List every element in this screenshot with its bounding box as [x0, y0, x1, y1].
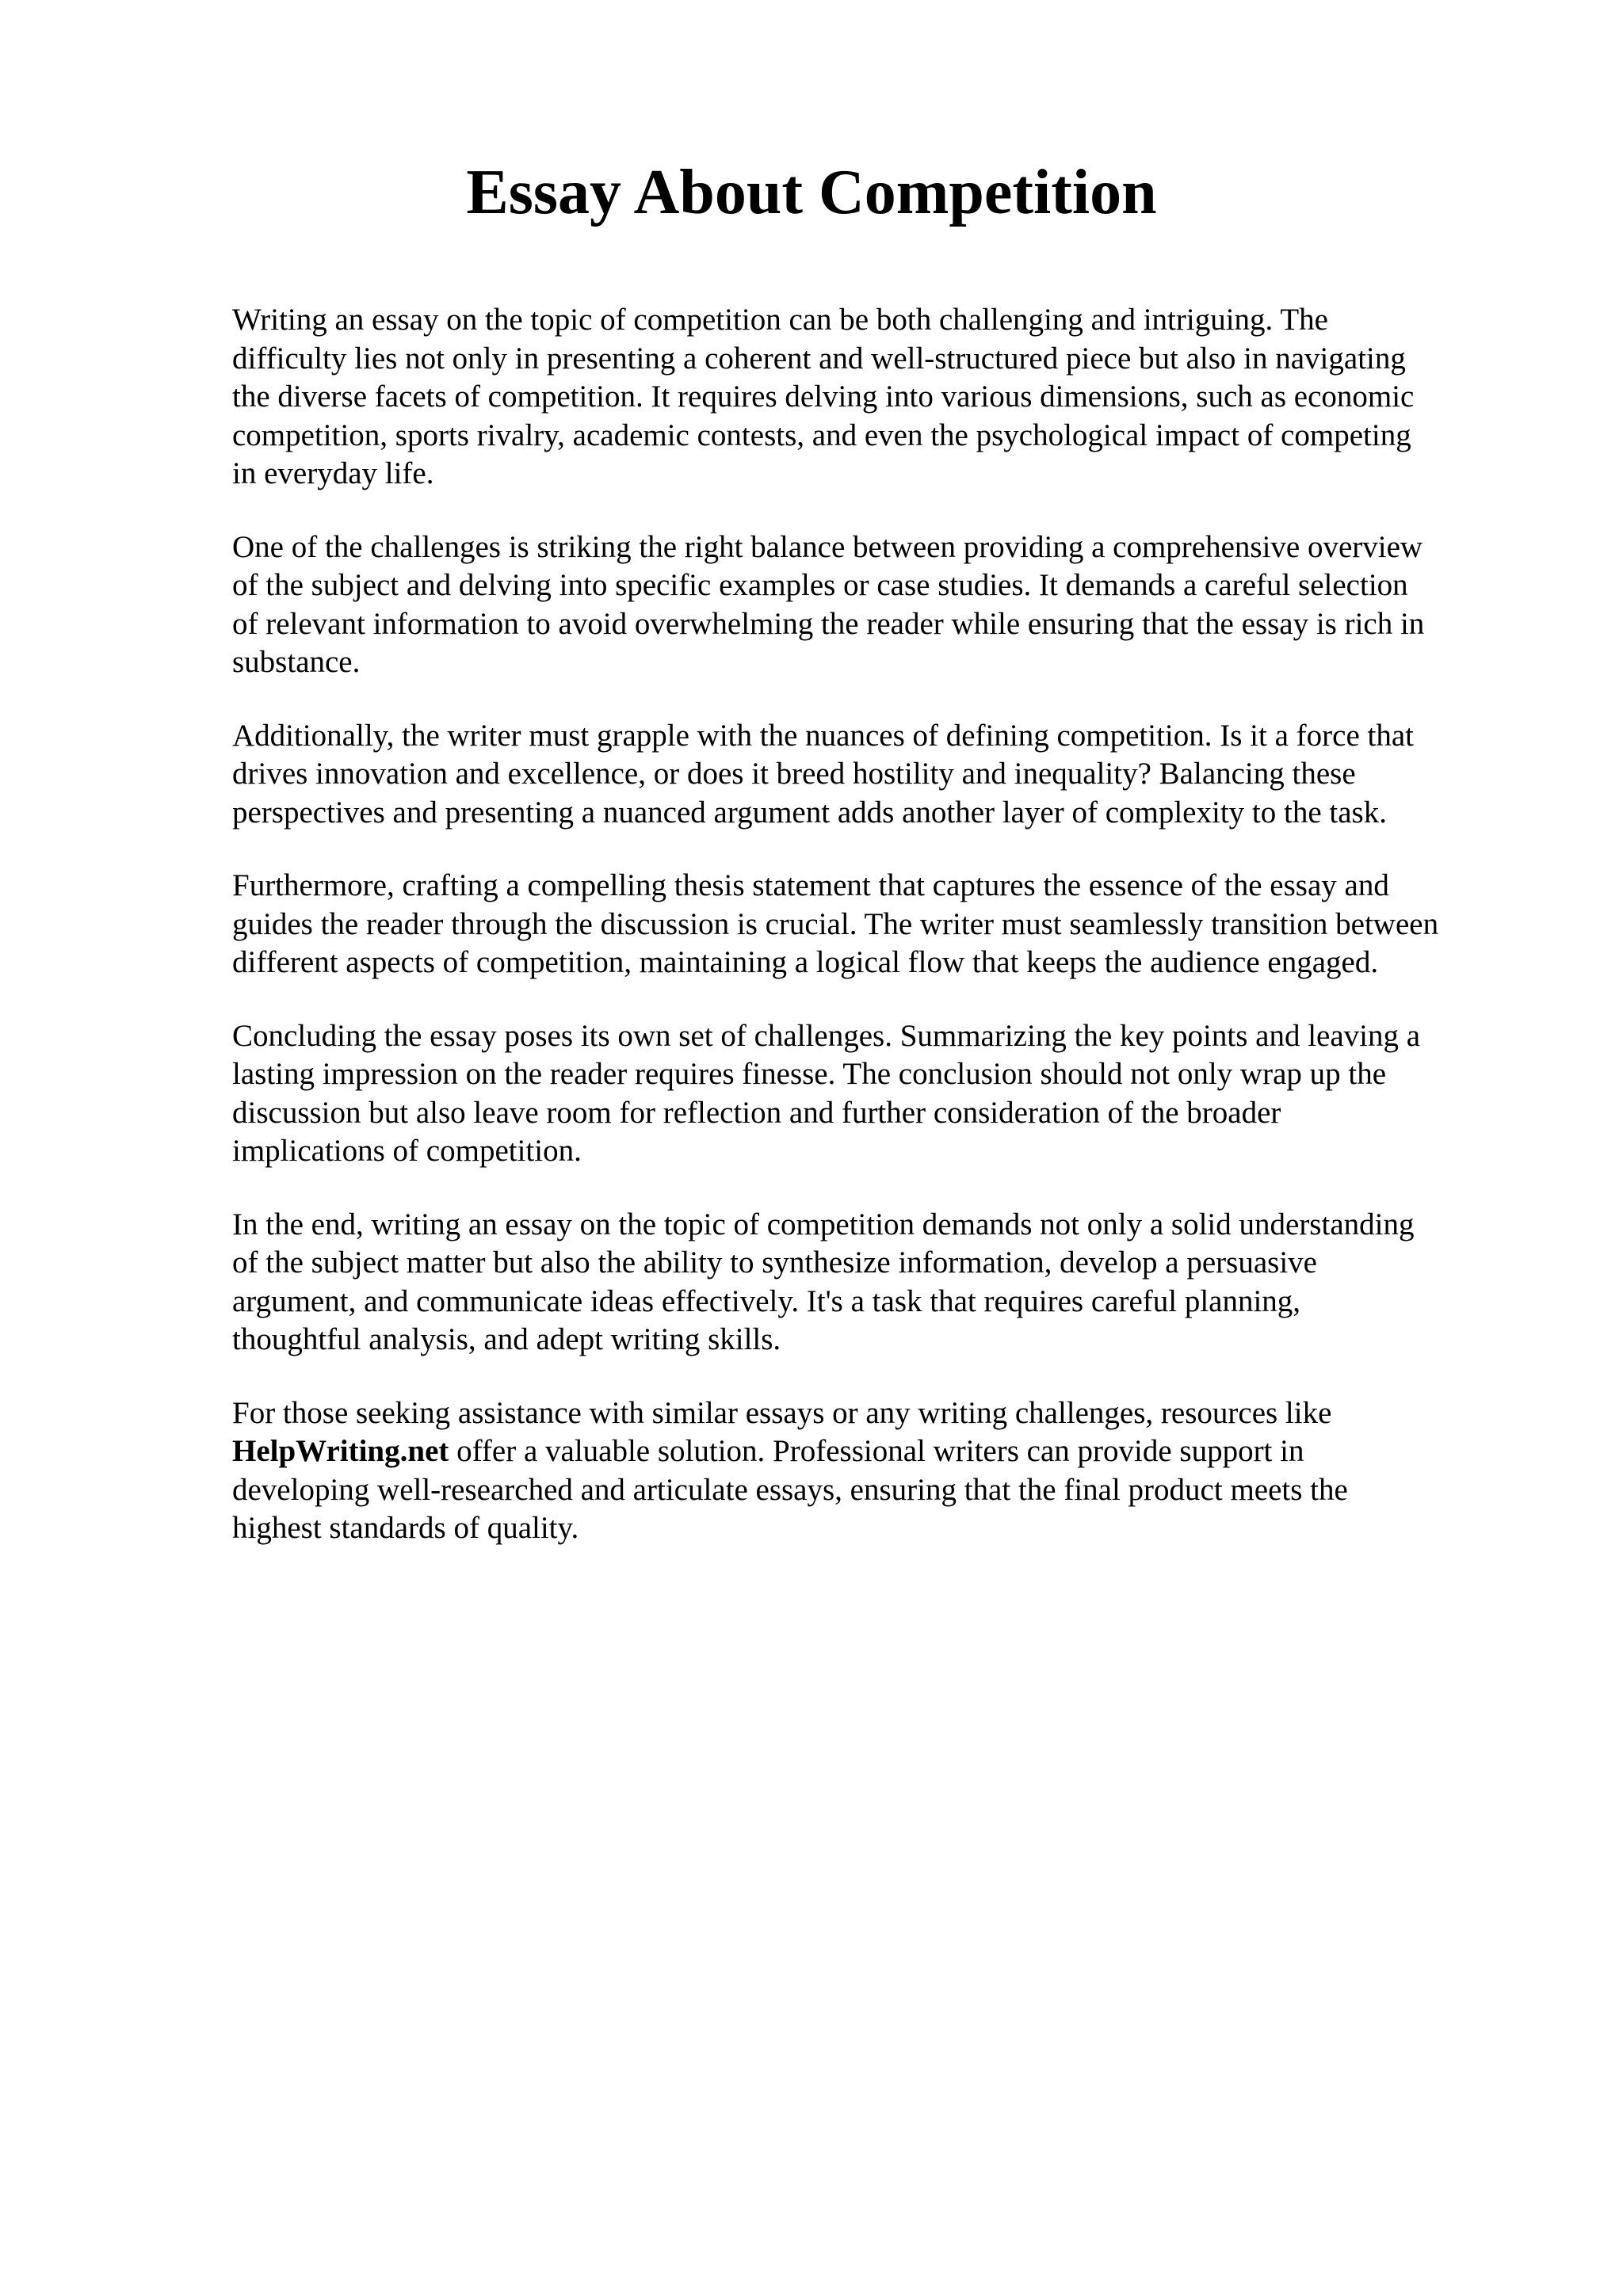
paragraph-line: thoughtful analysis, and adept writing skills.	[232, 1322, 781, 1356]
paragraph-line: the diverse facets of competition. It requires delving into various dimensions, such as economic	[232, 379, 1415, 414]
paragraph-line: different aspects of competition, maintaining a logical flow that keeps the audience engaged.	[232, 945, 1379, 979]
paragraph-line: of the subject matter but also the ability to synthesize information, develop a persuasive	[232, 1245, 1317, 1280]
paragraph-line: lasting impression on the reader requires finesse. The conclusion should not only wrap up the	[232, 1057, 1387, 1091]
body-paragraph	[232, 301, 1532, 494]
body-paragraph	[232, 1206, 1532, 1360]
paragraph-line: discussion but also leave room for reflection and further consideration of the broader	[232, 1095, 1281, 1130]
body-paragraph	[232, 867, 1532, 982]
paragraph-line: argument, and communicate ideas effectively. It's a task that requires careful planning,	[232, 1283, 1301, 1318]
paragraph-line: of relevant information to avoid overwhelming the reader while ensuring that the essay is rich in	[232, 606, 1425, 641]
paragraph-line: substance.	[232, 645, 361, 679]
body-paragraph	[232, 528, 1532, 682]
paragraph-line: Additionally, the writer must grapple with the nuances of defining competition. Is it a force that	[232, 718, 1414, 753]
paragraph-line: In the end, writing an essay on the topic of competition demands not only a solid understanding	[232, 1207, 1415, 1241]
paragraph-line: of the subject and delving into specific examples or case studies. It demands a careful selection	[232, 568, 1408, 602]
document-body	[232, 301, 1532, 1583]
paragraph-line: in everyday life.	[232, 456, 434, 490]
paragraph-line: perspectives and presenting a nuanced argument adds another layer of complexity to the task.	[232, 795, 1387, 830]
paragraph-line: highest standards of quality.	[232, 1511, 579, 1545]
paragraph-line: Furthermore, crafting a compelling thesis statement that captures the essence of the essay and	[232, 868, 1389, 902]
paragraph-line: guides the reader through the discussion is crucial. The writer must seamlessly transition between	[232, 906, 1439, 941]
brand-name: HelpWriting.net	[232, 1434, 449, 1468]
paragraph-line: competition, sports rivalry, academic contests, and even the psychological impact of competing	[232, 418, 1411, 452]
paragraph-line: Concluding the essay poses its own set of challenges. Summarizing the key points and leaving a	[232, 1018, 1421, 1053]
paragraph-line: Writing an essay on the topic of competition can be both challenging and intriguing. The	[232, 303, 1328, 337]
paragraph-line: drives innovation and excellence, or does it breed hostility and inequality? Balancing these	[232, 757, 1356, 791]
paragraph-line: implications of competition.	[232, 1134, 582, 1168]
paragraph-line-rest: offer a valuable solution. Professional writers can provide support in	[449, 1434, 1304, 1468]
paragraph-line	[232, 1432, 1532, 1471]
paragraph-line: developing well-researched and articulate essays, ensuring that the final product meets the	[232, 1472, 1348, 1507]
document-title: Essay About Competition	[466, 158, 1157, 227]
paragraph-list	[232, 301, 1532, 1360]
body-paragraph	[232, 1017, 1532, 1171]
paragraph-line: For those seeking assistance with similar essays or any writing challenges, resources like	[232, 1395, 1332, 1430]
closing-paragraph	[232, 1394, 1532, 1548]
paragraph-line: One of the challenges is striking the right balance between providing a comprehensive overview	[232, 529, 1423, 564]
paragraph-line: difficulty lies not only in presenting a coherent and well-structured piece but also in navigating	[232, 341, 1406, 376]
body-paragraph	[232, 717, 1532, 833]
